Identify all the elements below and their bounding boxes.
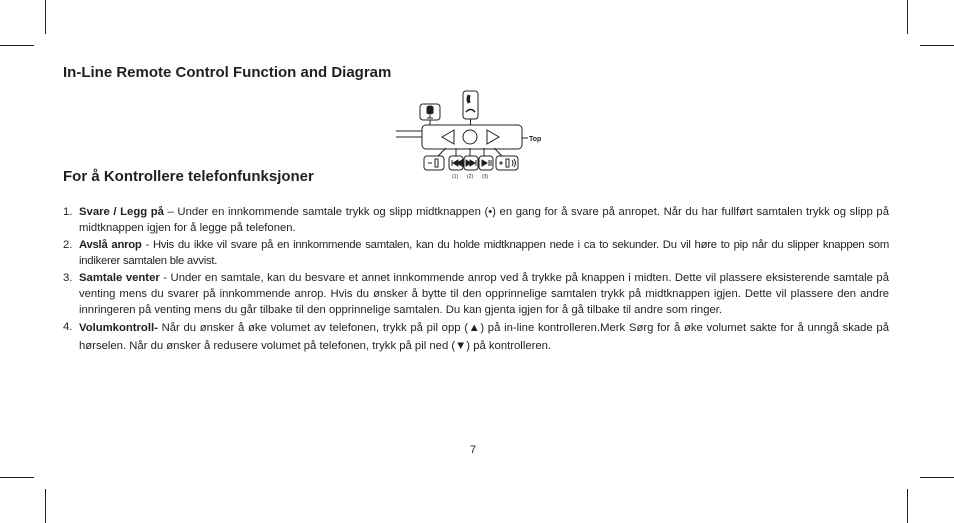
list-item-text: - Hvis du ikke vil svare på en innkommende samtalen, kan du holde midtknappen nede i ca to sekunder. Du vil høre to pip når du slipper knappen som indikerer samtalen ble avvist. — [79, 239, 890, 267]
crop-mark — [45, 489, 46, 523]
list-item-number: 1. — [63, 206, 73, 218]
button-number: (1) — [452, 174, 459, 180]
volume-down-icon — [424, 156, 444, 170]
center-button — [463, 130, 477, 144]
list-item-number: 3. — [63, 272, 73, 284]
remote-body — [422, 125, 522, 149]
crop-mark — [907, 0, 908, 34]
list-item-label: Avslå anrop — [79, 239, 142, 251]
page-number: 7 — [470, 444, 477, 456]
list-item-text: – Under en innkommende samtale trykk og slipp midtknappen (•) en gang for å svare på anropet. Når du har fullført samtalen trykk og slipp på midtknappen igjen for å legge på telefonen. — [79, 206, 889, 234]
phone-handset-icon — [463, 91, 478, 119]
crop-mark — [907, 489, 908, 523]
section-title: In-Line Remote Control Function and Diagram — [63, 64, 392, 81]
list-item-text: - Under en samtale, kan du besvare et annet innkommende anrop ved å trykke på knappen i midten. Dette vil plassere eksisterende samtale på venting mens du svarer på innkommende anrop. Hvis du ønsker å bytte til den opprinnelige samtalen trykk på midtknappen igjen. Dette vil plassere den andre innringeren på venting mens du går tilbake til den opprinnelige samtalen. Du kan gjenta igjen for å gå tilbake til andre som ringer. — [79, 272, 889, 316]
list-item-label: Volumkontroll- — [79, 322, 158, 334]
crop-mark — [0, 477, 34, 478]
list-item-number: 2. — [63, 239, 73, 251]
list-item — [63, 270, 889, 318]
remote-control-diagram — [396, 86, 556, 186]
crop-mark — [920, 45, 954, 46]
previous-button — [442, 130, 454, 144]
list-item — [63, 319, 889, 355]
list-item-text: Når du ønsker å øke volumet av telefonen, trykk på pil opp (▲) på in-line kontrolleren.Merk Sørg for å øke volumet sakte for å unngå skade på hørselen. Når du ønsker å redusere volumet på telefonen, trykk på pil ned (▼) på kontrolleren. — [79, 322, 889, 352]
crop-mark — [920, 477, 954, 478]
crop-mark — [45, 0, 46, 34]
subsection-title: For å Kontrollere telefonfunksjoner — [63, 168, 314, 185]
list-item-number: 4. — [63, 321, 73, 333]
list-item — [63, 237, 889, 269]
list-item — [63, 204, 889, 236]
button-number: (2) — [467, 174, 474, 180]
cable — [396, 131, 422, 137]
list-item-label: Svare / Legg på — [79, 206, 164, 218]
list-item-label: Samtale venter — [79, 272, 160, 284]
top-label: Top — [529, 136, 542, 143]
crop-mark — [0, 45, 34, 46]
next-button — [487, 130, 499, 144]
instruction-list — [63, 204, 889, 356]
button-number: (3) — [482, 174, 489, 180]
